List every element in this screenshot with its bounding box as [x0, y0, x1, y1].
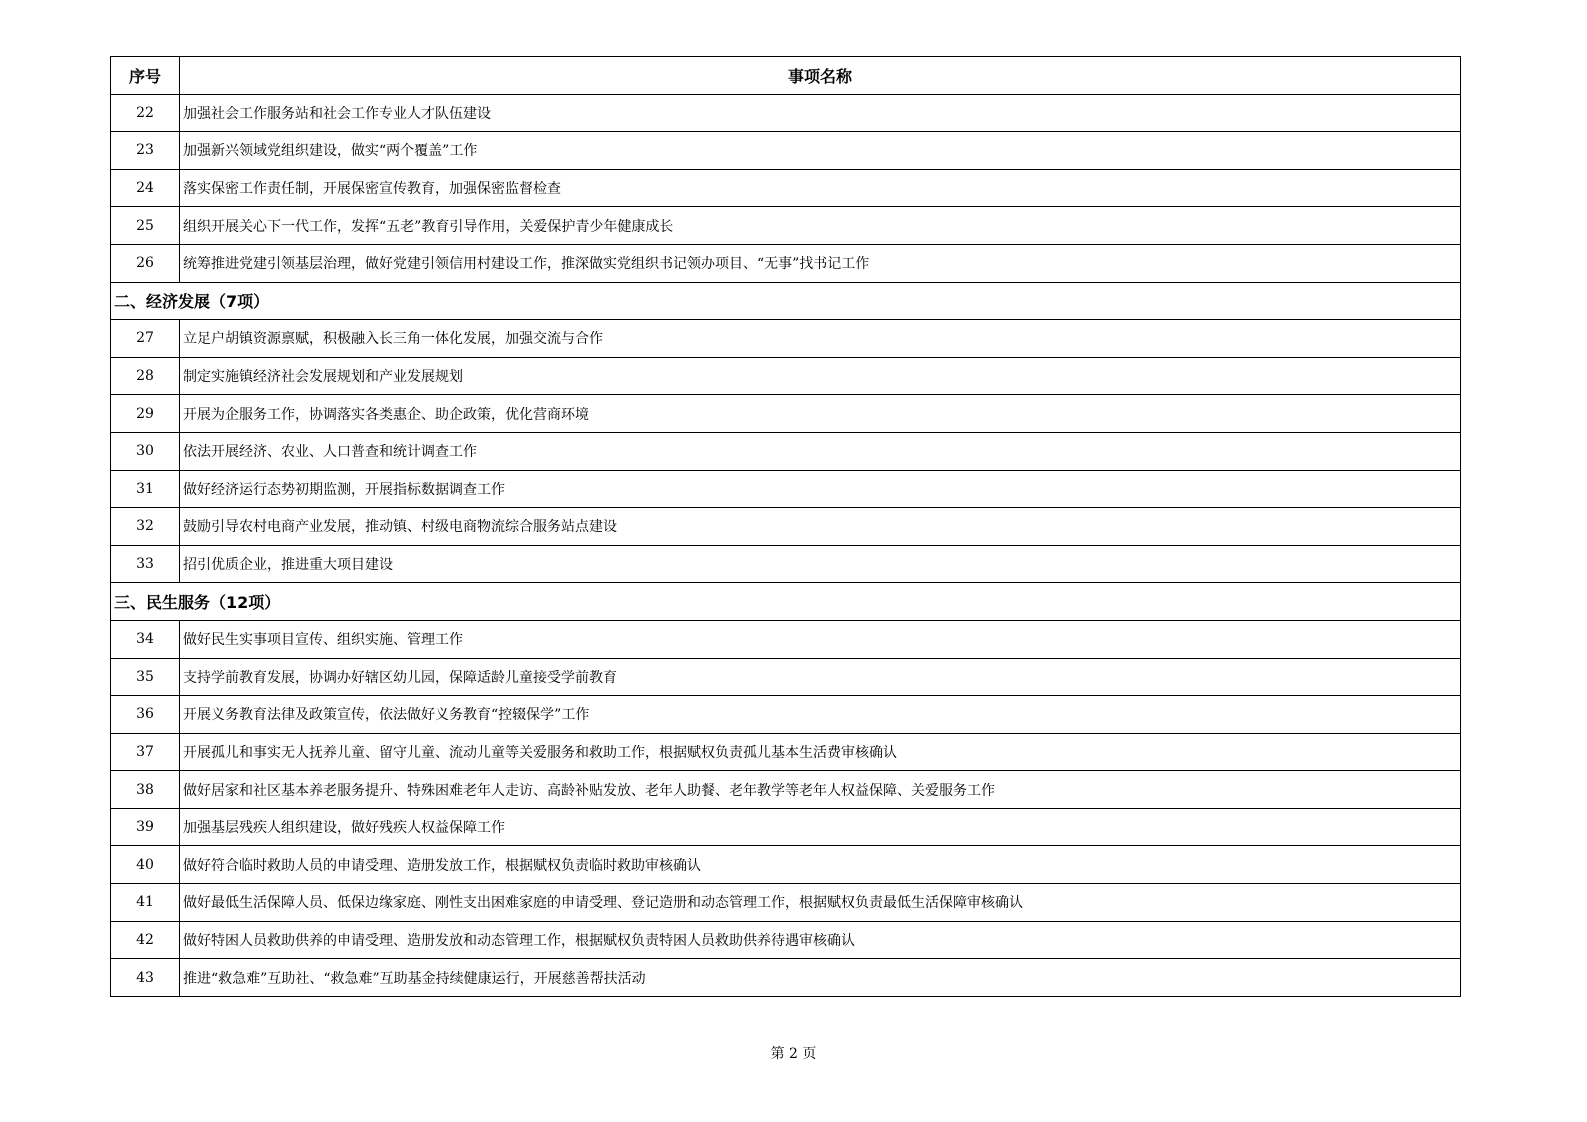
serial-number-cell: 33 — [111, 545, 180, 583]
section-title: 三、民生服务（12项） — [111, 583, 1461, 621]
section-header-row — [111, 583, 1461, 621]
serial-number-cell: 26 — [111, 244, 180, 282]
table-header-row — [111, 57, 1461, 95]
serial-number-cell: 27 — [111, 320, 180, 358]
matter-name-cell: 推进“救急难”互助社、“救急难”互助基金持续健康运行，开展慈善帮扶活动 — [180, 959, 1461, 997]
table-row — [111, 470, 1461, 508]
serial-number-cell: 30 — [111, 432, 180, 470]
matter-name-cell: 立足户胡镇资源禀赋，积极融入长三角一体化发展，加强交流与合作 — [180, 320, 1461, 358]
serial-number-cell: 38 — [111, 771, 180, 809]
matter-name-cell: 做好居家和社区基本养老服务提升、特殊困难老年人走访、高龄补贴发放、老年人助餐、老年教学等老年人权益保障、关爱服务工作 — [180, 771, 1461, 809]
serial-number-cell: 42 — [111, 921, 180, 959]
table-row — [111, 733, 1461, 771]
serial-number-cell: 41 — [111, 884, 180, 922]
table-row — [111, 921, 1461, 959]
matter-name-cell: 做好最低生活保障人员、低保边缘家庭、刚性支出困难家庭的申请受理、登记造册和动态管理工作，根据赋权负责最低生活保障审核确认 — [180, 884, 1461, 922]
table-row — [111, 395, 1461, 433]
serial-number-cell: 43 — [111, 959, 180, 997]
matter-name-cell: 开展孤儿和事实无人抚养儿童、留守儿童、流动儿童等关爱服务和救助工作，根据赋权负责孤儿基本生活费审核确认 — [180, 733, 1461, 771]
table-row — [111, 658, 1461, 696]
serial-number-cell: 28 — [111, 357, 180, 395]
matters-table — [110, 56, 1461, 997]
matter-name-cell: 统筹推进党建引领基层治理，做好党建引领信用村建设工作，推深做实党组织书记领办项目、“无事”找书记工作 — [180, 244, 1461, 282]
table-row — [111, 169, 1461, 207]
header-serial-number: 序号 — [111, 57, 180, 95]
table-row — [111, 357, 1461, 395]
table-row — [111, 620, 1461, 658]
matter-name-cell: 做好经济运行态势初期监测，开展指标数据调查工作 — [180, 470, 1461, 508]
matter-name-cell: 加强社会工作服务站和社会工作专业人才队伍建设 — [180, 94, 1461, 132]
section-header-row — [111, 282, 1461, 320]
matter-name-cell: 支持学前教育发展，协调办好辖区幼儿园，保障适龄儿童接受学前教育 — [180, 658, 1461, 696]
table-row — [111, 846, 1461, 884]
serial-number-cell: 24 — [111, 169, 180, 207]
matter-name-cell: 开展义务教育法律及政策宣传，依法做好义务教育“控辍保学”工作 — [180, 696, 1461, 734]
table-row — [111, 94, 1461, 132]
matter-name-cell: 做好符合临时救助人员的申请受理、造册发放工作，根据赋权负责临时救助审核确认 — [180, 846, 1461, 884]
matter-name-cell: 组织开展关心下一代工作，发挥“五老”教育引导作用，关爱保护青少年健康成长 — [180, 207, 1461, 245]
serial-number-cell: 29 — [111, 395, 180, 433]
matter-name-cell: 开展为企服务工作，协调落实各类惠企、助企政策，优化营商环境 — [180, 395, 1461, 433]
matter-name-cell: 加强新兴领域党组织建设，做实“两个覆盖”工作 — [180, 132, 1461, 170]
table-row — [111, 244, 1461, 282]
table-row — [111, 545, 1461, 583]
matter-name-cell: 做好特困人员救助供养的申请受理、造册发放和动态管理工作，根据赋权负责特困人员救助供养待遇审核确认 — [180, 921, 1461, 959]
serial-number-cell: 25 — [111, 207, 180, 245]
serial-number-cell: 23 — [111, 132, 180, 170]
header-matter-name: 事项名称 — [180, 57, 1461, 95]
serial-number-cell: 36 — [111, 696, 180, 734]
matter-name-cell: 依法开展经济、农业、人口普查和统计调查工作 — [180, 432, 1461, 470]
table-row — [111, 432, 1461, 470]
matter-name-cell: 落实保密工作责任制，开展保密宣传教育，加强保密监督检查 — [180, 169, 1461, 207]
table-row — [111, 132, 1461, 170]
serial-number-cell: 31 — [111, 470, 180, 508]
serial-number-cell: 37 — [111, 733, 180, 771]
table-row — [111, 508, 1461, 546]
serial-number-cell: 35 — [111, 658, 180, 696]
page-number: 第 2 页 — [770, 1046, 817, 1062]
matter-name-cell: 制定实施镇经济社会发展规划和产业发展规划 — [180, 357, 1461, 395]
table-row — [111, 884, 1461, 922]
serial-number-cell: 34 — [111, 620, 180, 658]
matter-name-cell: 加强基层残疾人组织建设，做好残疾人权益保障工作 — [180, 808, 1461, 846]
matter-name-cell: 做好民生实事项目宣传、组织实施、管理工作 — [180, 620, 1461, 658]
section-title: 二、经济发展（7项） — [111, 282, 1461, 320]
table-row — [111, 771, 1461, 809]
table-row — [111, 696, 1461, 734]
matter-name-cell: 招引优质企业，推进重大项目建设 — [180, 545, 1461, 583]
matter-name-cell: 鼓励引导农村电商产业发展，推动镇、村级电商物流综合服务站点建设 — [180, 508, 1461, 546]
serial-number-cell: 39 — [111, 808, 180, 846]
serial-number-cell: 32 — [111, 508, 180, 546]
table-row — [111, 207, 1461, 245]
table-row — [111, 320, 1461, 358]
table-row — [111, 959, 1461, 997]
serial-number-cell: 22 — [111, 94, 180, 132]
table-body — [111, 94, 1461, 996]
table-row — [111, 808, 1461, 846]
serial-number-cell: 40 — [111, 846, 180, 884]
